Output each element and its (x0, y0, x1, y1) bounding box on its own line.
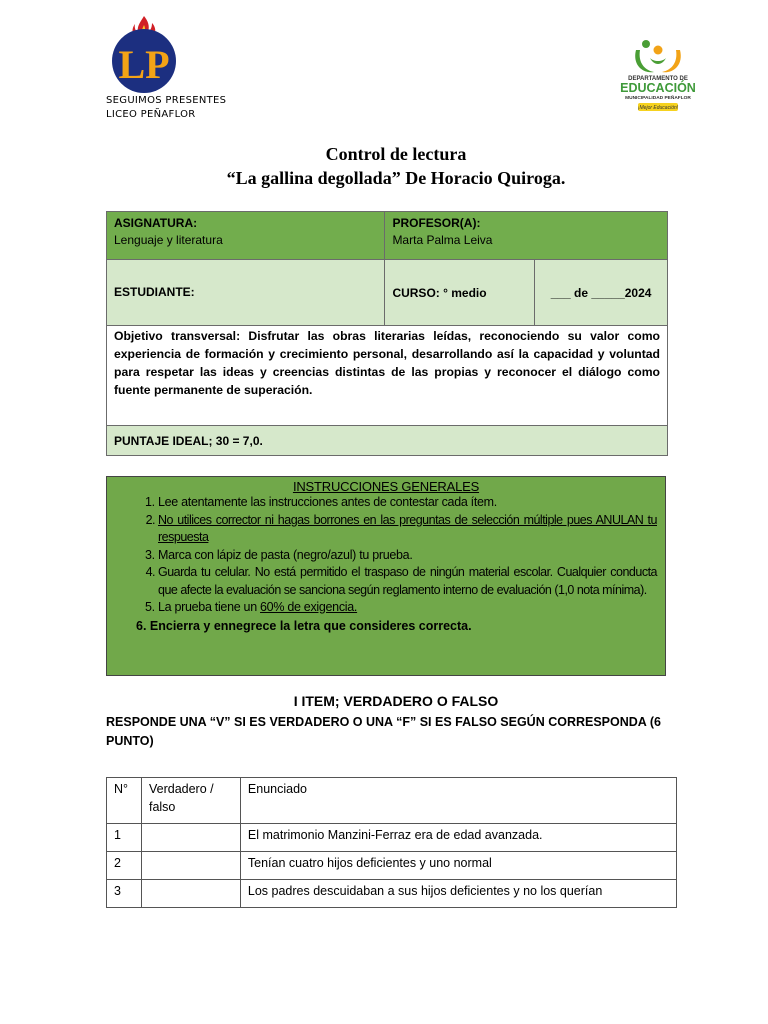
teacher-cell (385, 212, 668, 260)
header-true-false: Verdadero / falso (141, 778, 240, 824)
student-info-table (106, 211, 668, 456)
date-cell[interactable] (535, 260, 668, 326)
svg-text:MUNICIPALIDAD PEÑAFLOR: MUNICIPALIDAD PEÑAFLOR (625, 96, 691, 101)
date-field: ___ de _____2024 (550, 285, 652, 300)
subject-value: Lenguaje y literatura (114, 233, 223, 247)
objective-text: Objetivo transversal: Disfrutar las obras literarias leídas, reconociendo su valor como experiencia de formación y crecimiento personal, desarrollando así la capacidad y voluntad para respetar las ideas y creencias distintas de las propias y reconocer el diálogo como fuente permanente de superación. (114, 329, 660, 397)
answer-cell[interactable] (141, 880, 240, 908)
school-title: LICEO PEÑAFLOR (106, 109, 196, 120)
instruction-emphasis: 60% de exigencia. (260, 600, 358, 614)
answer-cell[interactable] (141, 824, 240, 852)
course-cell[interactable] (385, 260, 535, 326)
school-motto: SEGUIMOS PRESENTES (106, 95, 227, 106)
education-department-logo (610, 36, 706, 118)
table-row (107, 852, 677, 880)
statement-text: Tenían cuatro hijos deficientes y uno normal (240, 852, 676, 880)
header-statement: Enunciado (240, 778, 676, 824)
general-instructions-box (106, 476, 666, 676)
svg-text:LP: LP (118, 42, 170, 87)
table-row (107, 824, 677, 852)
instruction-item (158, 599, 657, 617)
teacher-value: Marta Palma Leiva (392, 233, 493, 247)
row-number: 2 (107, 852, 142, 880)
subject-label: ASIGNATURA: (114, 216, 198, 230)
subject-cell (107, 212, 385, 260)
table-header-row (107, 778, 677, 824)
instructions-list (107, 494, 665, 617)
instruction-item-text: La prueba tiene un (158, 600, 261, 614)
statement-text: El matrimonio Manzini-Ferraz era de edad avanzada. (240, 824, 676, 852)
section-instruction: RESPONDE UNA “V” SI ES VERDADERO O UNA “F” SI ES FALSO SEGÚN CORRESPONDA (6 PUNTO) (106, 715, 661, 748)
header-number: N° (107, 778, 142, 824)
ideal-score: PUNTAJE IDEAL; 30 = 7,0. (114, 433, 263, 448)
statement-text: Los padres descuidaban a sus hijos deficientes y no los querían (240, 880, 676, 908)
instruction-item (158, 512, 657, 547)
school-name (106, 94, 226, 122)
student-cell[interactable] (107, 260, 385, 326)
teacher-label: PROFESOR(A): (392, 216, 481, 230)
svg-text:DEPARTAMENTO DE: DEPARTAMENTO DE (628, 76, 688, 82)
title-line-1: Control de lectura (325, 144, 467, 164)
instruction-item-6: 6. Encierra y ennegrece la letra que consideres correcta. (136, 618, 472, 633)
section-title: I ITEM; VERDADERO O FALSO (293, 693, 499, 709)
table-row (107, 880, 677, 908)
student-label: ESTUDIANTE: (114, 284, 195, 299)
instruction-item: 1. Lee atentamente las instrucciones antes de contestar cada ítem. (158, 494, 657, 512)
svg-text:¡Mejor Educación!: ¡Mejor Educación! (637, 105, 679, 111)
document-title (0, 142, 768, 190)
true-false-table (106, 777, 677, 908)
people-icon (635, 40, 681, 72)
instructions-title: INSTRUCCIONES GENERALES (292, 479, 480, 494)
instruction-item: 4. Guarda tu celular. No está permitido el traspaso de ningún material escolar. Cualquier conducta que afecte la evaluación se sanciona según reglamento interno de evaluación (1,0 nota mínima). (158, 564, 657, 599)
answer-cell[interactable] (141, 852, 240, 880)
svg-text:EDUCACIÓN: EDUCACIÓN (620, 81, 696, 95)
instruction-item: 3. Marca con lápiz de pasta (negro/azul) tu prueba. (158, 547, 657, 565)
row-number: 3 (107, 880, 142, 908)
row-number: 1 (107, 824, 142, 852)
course-label: CURSO: ° medio (392, 285, 487, 300)
title-line-2: “La gallina degollada” De Horacio Quiroga. (226, 168, 566, 188)
liceo-logo (106, 14, 182, 94)
objective-cell (107, 326, 668, 426)
score-cell (107, 426, 668, 456)
instruction-item-text: No utilices corrector ni hagas borrones en las preguntas de selección múltiple pues ANULAN tu respuesta (158, 512, 657, 544)
